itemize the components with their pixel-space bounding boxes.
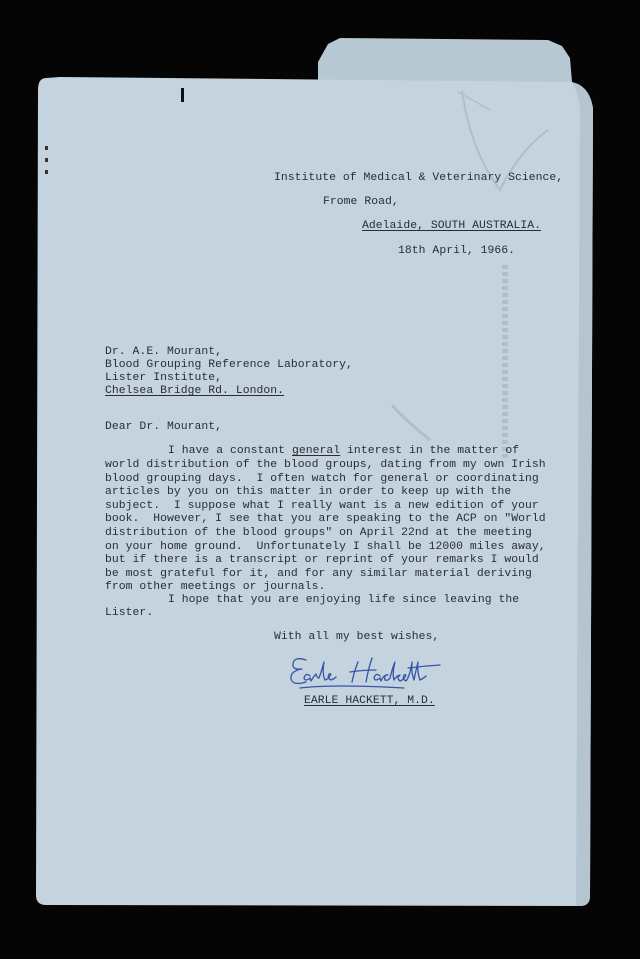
recipient-address: Chelsea Bridge Rd. London. (105, 385, 285, 397)
signature-name: EARLE HACKETT, M.D. (304, 695, 435, 707)
paragraph2-line2: Lister. (105, 607, 154, 619)
salutation: Dear Dr. Mourant, (105, 421, 223, 433)
folder-tab (318, 38, 572, 84)
sender-road: Frome Road, (323, 196, 399, 208)
closing: With all my best wishes, (274, 631, 440, 643)
edge-mark (45, 158, 48, 162)
paragraph1-first-line (168, 445, 519, 457)
recipient-lab: Blood Grouping Reference Laboratory, (105, 359, 353, 371)
sender-institute: Institute of Medical & Veterinary Science, (274, 172, 564, 184)
paragraph1-line1-before: I have a constant (168, 445, 292, 457)
recipient-institute: Lister Institute, (105, 372, 223, 384)
paragraph1-line1-after: interest in the matter of (340, 445, 520, 457)
emphasis-general: general (291, 445, 341, 457)
handwritten-signature (284, 648, 454, 696)
ink-mark (181, 88, 184, 102)
sender-city: Adelaide, SOUTH AUSTRALIA. (362, 220, 542, 232)
edge-mark (45, 170, 48, 174)
letter-date: 18th April, 1966. (398, 245, 516, 257)
edge-mark (45, 146, 48, 150)
paragraph2-line1: I hope that you are enjoying life since leaving the (168, 594, 520, 606)
recipient-name: Dr. A.E. Mourant, (105, 346, 223, 358)
paragraph1-body: world distribution of the blood groups, dating from my own Irish blood grouping days. I often watch for general or coordinating articles by you on this matter in order to keep up with the subject. I suppose what I really want is a new edition of your book. However, I see that you are speaking to the ACP on "World distribution of the blood groups" on April 22nd at the meeting on your home ground. Unfortunately I shall be 12000 miles away, but if there is a transcript or reprint of your remarks I would be most grateful for it, and for any similar material deriving from other meetings or journals. (105, 459, 546, 594)
